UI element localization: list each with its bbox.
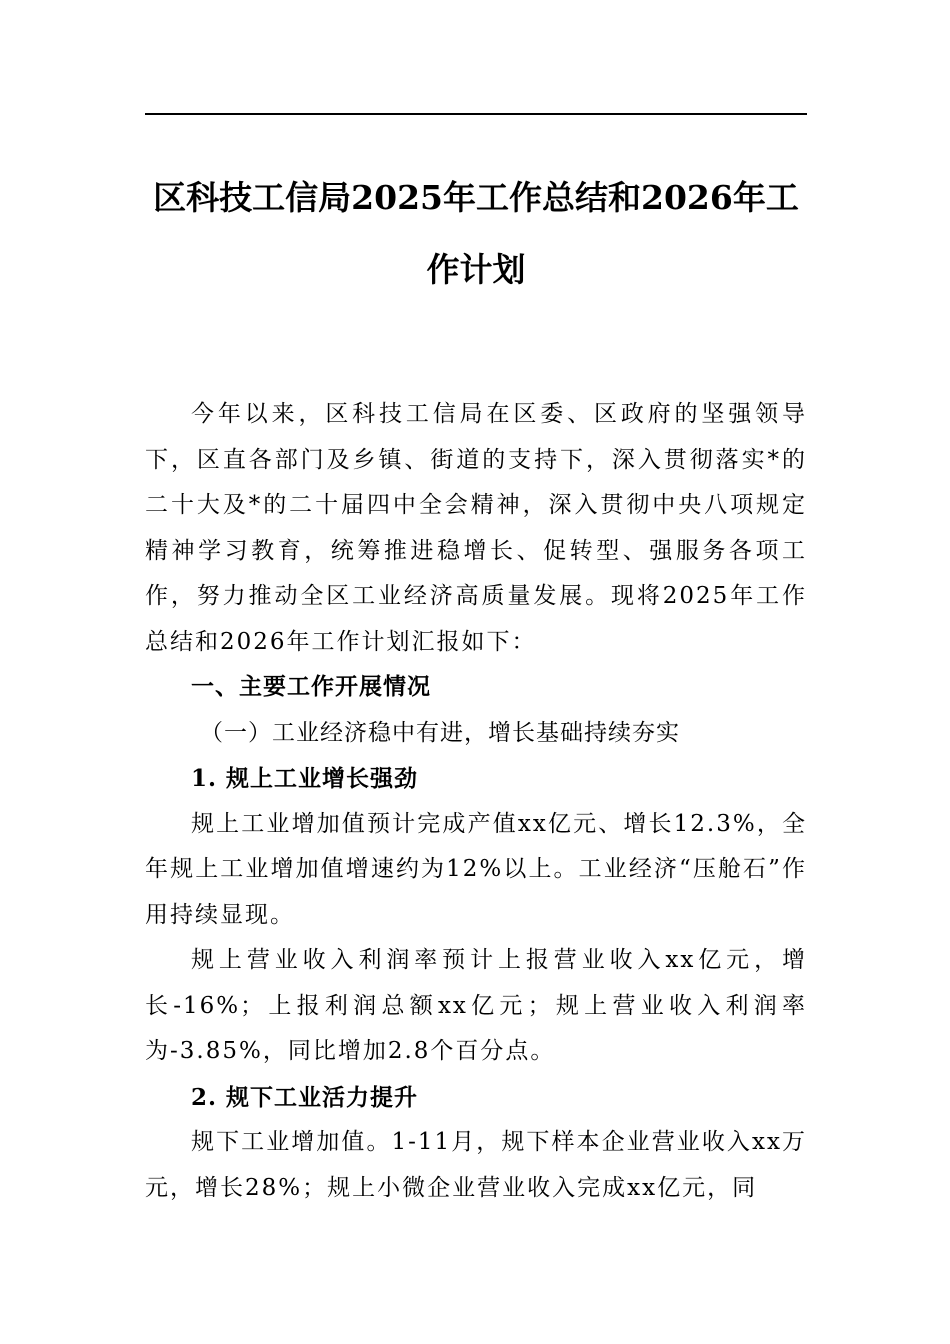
document-title: 区科技工信局2025年工作总结和2026年工作计划	[153, 178, 799, 289]
item-heading-2: 2. 规下工业活力提升	[191, 1083, 419, 1111]
item1-paragraph-1: 规上工业增加值预计完成产值xx亿元、增长12.3%，全年规上工业增加值增速约为12%以上。工业经济“压舱石”作用持续显现。	[145, 810, 807, 928]
item-heading-1: 1. 规上工业增长强劲	[191, 765, 419, 792]
item1-paragraph-2: 规上营业收入利润率预计上报营业收入xx亿元，增长-16%；上报利润总额xx亿元；规上营业收入利润率为-3.85%，同比增加2.8个百分点。	[145, 947, 807, 1064]
item2-paragraph-1: 规下工业增加值。1-11月，规下样本企业营业收入xx万元，增长28%；规上小微企业营业收入完成xx亿元，同	[145, 1129, 807, 1201]
subsection-heading-1: （一）工业经济稳中有进，增长基础持续夯实	[200, 719, 680, 746]
header-rule	[145, 113, 807, 115]
section-heading-1: 一、主要工作开展情况	[191, 674, 431, 700]
document-body	[145, 392, 807, 1211]
intro-paragraph: 今年以来，区科技工信局在区委、区政府的坚强领导下，区直各部门及乡镇、街道的支持下，深入贯彻落实*的二十大及*的二十届四中全会精神，深入贯彻中央八项规定精神学习教育，统筹推进稳增长、促转型、强服务各项工作，努力推动全区工业经济高质量发展。现将2025年工作总结和2026年工作计划汇报如下：	[145, 401, 807, 655]
